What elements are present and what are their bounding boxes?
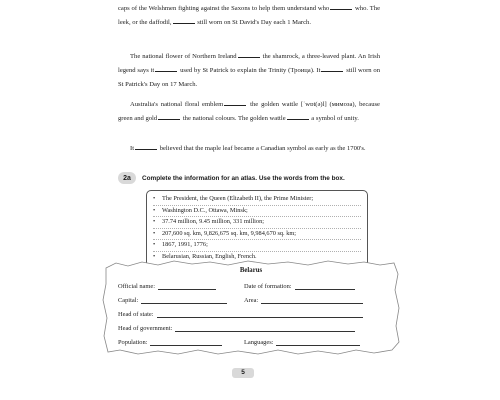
atlas-card — [102, 260, 400, 356]
word-box-item: • 207,600 sq. km, 9,826,675 sq. km, 9,984,670 sq. km; — [153, 229, 361, 241]
atlas-row-capital: Capital: — [118, 297, 227, 304]
task-heading — [118, 172, 345, 184]
word-box-item: • Belarusian, Russian, English, French. — [153, 252, 361, 263]
paragraph-1: caps of the Welshmen fighting against the Saxons to help them understand who who. The leek, or the daffodil, still worn on St David's Day each 1 March. — [118, 5, 380, 26]
paragraph-4: It believed that the maple leaf became a Canadian symbol as early as the 1700's. — [130, 145, 366, 152]
head-of-state-field[interactable] — [157, 311, 363, 318]
atlas-row-head-of-government: Head of government: — [118, 325, 355, 332]
head-of-government-field[interactable] — [175, 325, 355, 332]
answer-blank — [321, 66, 343, 72]
paragraph-2: The national flower of Northern Ireland the shamrock, a three-leaved plant. An Irish legend says it used by St Patrick to explain the Trinity (Троица). It still worn on St Patrick's Day on 17 March. — [118, 53, 380, 88]
population-field[interactable] — [150, 339, 222, 346]
answer-blank — [224, 100, 246, 106]
capital-field[interactable] — [141, 297, 227, 304]
atlas-row-official-name: Official name: — [118, 283, 216, 290]
answer-blank — [173, 18, 195, 24]
atlas-row-date-of-formation: Date of formation: — [244, 283, 355, 290]
atlas-row-head-of-state: Head of state: — [118, 311, 363, 318]
answer-blank — [287, 114, 309, 120]
languages-field[interactable] — [276, 339, 360, 346]
word-box-item: • 37.74 million, 9.45 million, 331 million; — [153, 217, 361, 229]
answer-blank — [158, 114, 180, 120]
word-box — [146, 190, 368, 267]
word-box-item: • Washington D.C., Ottawa, Minsk; — [153, 206, 361, 218]
task-instruction: Complete the information for an atlas. Use the words from the box. — [142, 174, 345, 182]
date-of-formation-field[interactable] — [295, 283, 355, 290]
task-number-badge: 2a — [118, 172, 136, 184]
paragraph-3: Australia's national floral emblem the golden wattle [ˈwɒt(ə)l] (мимоза), because green and gold the national colours. The golden wattle a symbol of unity. — [118, 101, 380, 122]
atlas-title: Belarus — [239, 267, 263, 274]
word-box-item: • 1867, 1991, 1776; — [153, 240, 361, 252]
official-name-field[interactable] — [158, 283, 216, 290]
answer-blank — [155, 66, 177, 72]
atlas-row-languages: Languages: — [244, 339, 360, 346]
word-box-item: • The President, the Queen (Elizabeth II), the Prime Minister; — [153, 194, 361, 206]
atlas-row-area: Area: — [244, 297, 363, 304]
answer-blank — [135, 144, 157, 150]
answer-blank — [238, 52, 260, 58]
answer-blank — [330, 4, 352, 10]
area-field[interactable] — [261, 297, 363, 304]
page-number: 5 — [232, 368, 254, 378]
atlas-row-population: Population: — [118, 339, 222, 346]
